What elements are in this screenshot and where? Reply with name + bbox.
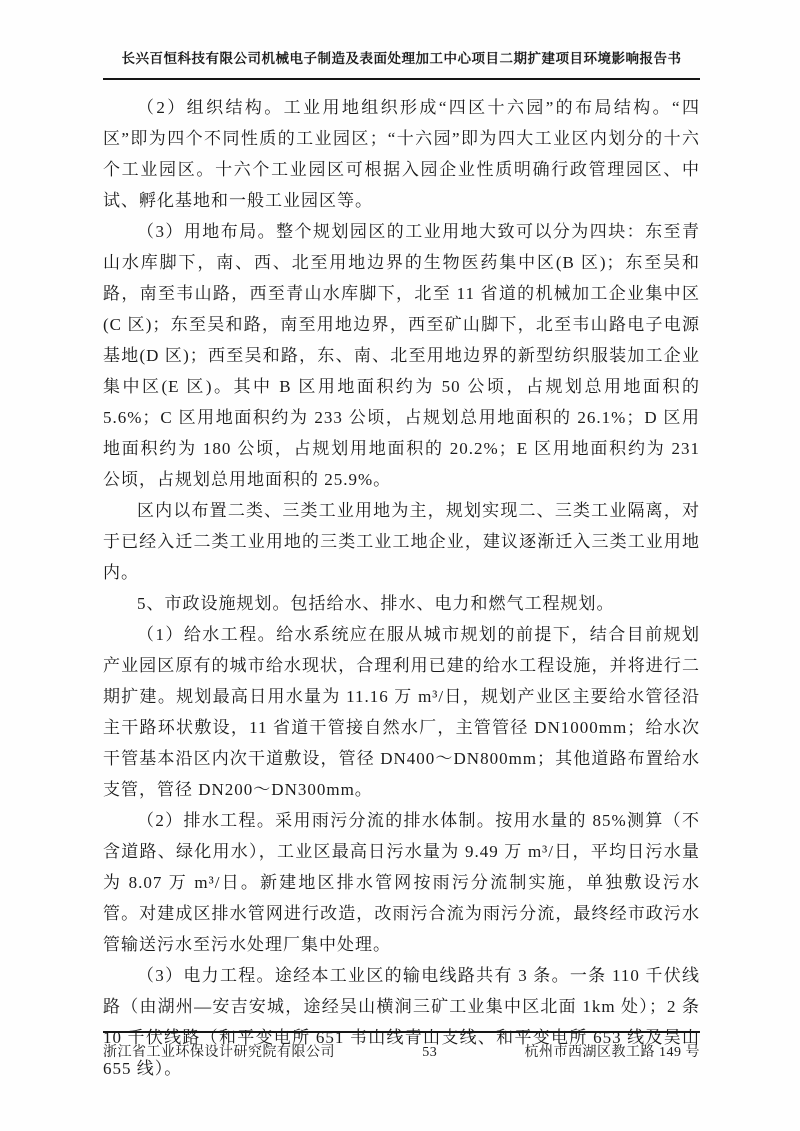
paragraph-industry-isolation: 区内以布置二类、三类工业用地为主，规划实现二、三类工业隔离，对于已经入迁二类工业用地的三类工业工地企业，建议逐渐迁入三类工业用地内。 — [103, 501, 700, 582]
page-footer — [103, 1031, 700, 1061]
footer-address: 杭州市西湖区教工路 149 号 — [524, 1045, 700, 1060]
paragraph-organization-structure: （2）组织结构。工业用地组织形成“四区十六园”的布局结构。“四区”即为四个不同性质的工业园区；“十六园”即为四大工业区内划分的十六个工业园区。十六个工业园区可根据入园企业性质明确行政管理园区、中试、孵化基地和一般工业园区等。 — [103, 98, 700, 210]
page-header — [103, 0, 700, 80]
footer-company-name: 浙江省工业环保设计研究院有限公司 — [103, 1045, 335, 1060]
footer-row — [103, 1041, 700, 1061]
paragraph-land-layout: （3）用地布局。整个规划园区的工业用地大致可以分为四块：东至青山水库脚下，南、西、北至用地边界的生物医药集中区(B 区)；东至吴和路，南至韦山路，西至青山水库脚下，北至 11 省道的机械加工企业集中区(C 区)；东至吴和路，南至用地边界，西至矿山脚下，北至韦山路电子电源基地(D 区)；西至吴和路，东、南、北至用地边界的新型纺织服装加工企业集中区(E 区)。其中 B 区用地面积约为 50 公顷，占规划总用地面积的 5.6%；C 区用地面积约为 233 公顷，占规划总用地面积的 26.1%；D 区用地面积约为 180 公顷，占规划用地面积的 20.2%；E 区用地面积约为 231 公顷，占规划总用地面积的 25.9%。 — [103, 222, 700, 489]
paragraph-drainage: （2）排水工程。采用雨污分流的排水体制。按用水量的 85%测算（不含道路、绿化用水），工业区最高日污水量为 9.49 万 m³/日，平均日污水量为 8.07 万 m³/日。新建地区排水管网按雨污分流制实施，单独敷设污水管。对建成区排水管网进行改造，改雨污合流为雨污分流，最终经市政污水管输送污水至污水处理厂集中处理。 — [103, 811, 700, 954]
footer-page-number: 53 — [422, 1045, 438, 1060]
header-title: 长兴百恒科技有限公司机械电子制造及表面处理加工中心项目二期扩建项目环境影响报告书 — [103, 50, 700, 80]
paragraph-water-supply: （1）给水工程。给水系统应在服从城市规划的前提下，结合目前规划产业园区原有的城市给水现状，合理利用已建的给水工程设施，并将进行二期扩建。规划最高日用水量为 11.16 万 m³/日，规划产业区主要给水管径沿主干路环状敷设，11 省道干管接自然水厂，主管管径 DN1000mm；给水次干管基本沿区内次干道敷设，管径 DN400～DN800mm；其他道路布置给水支管，管径 DN200～DN300mm。 — [103, 625, 700, 799]
paragraph-electric-power: （3）电力工程。途经本工业区的输电线路共有 3 条。一条 110 千伏线路（由湖州—安吉安城，途经吴山横涧三矿工业集中区北面 1km 处）；2 条 10 千伏线路（和平变电所 651 韦山线青山支线、和平变电所 653 线及吴山 655 线）。 — [103, 966, 700, 1078]
document-body — [103, 92, 700, 1084]
paragraph-municipal-facilities-heading: 5、市政设施规划。包括给水、排水、电力和燃气工程规划。 — [137, 594, 615, 613]
